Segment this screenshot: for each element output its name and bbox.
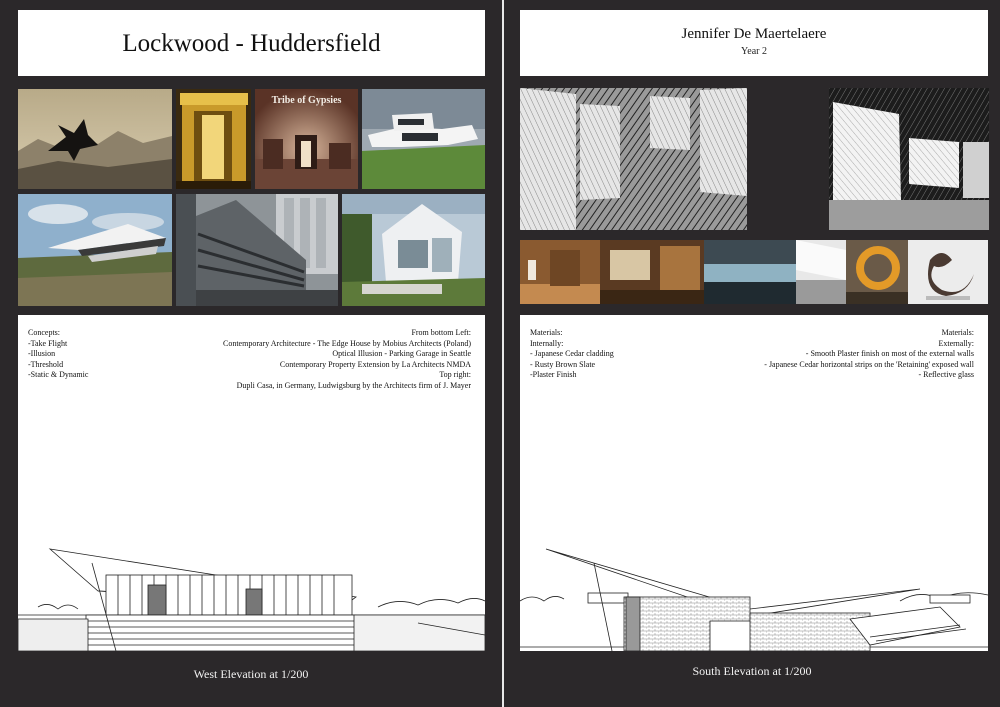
west-elevation-caption: West Elevation at 1/200 (193, 667, 309, 681)
right-presentation-board (502, 0, 1000, 707)
concept-line: -Take Flight (28, 338, 68, 348)
concepts-list (28, 328, 88, 381)
south-elevation-caption: South Elevation at 1/200 (692, 664, 812, 678)
sketch-render-wall (829, 88, 989, 230)
photo-golden-portal (176, 89, 251, 189)
photo-bronze-sculpture (908, 240, 988, 304)
reference-line: Contemporary Architecture - The Edge House by Mobius Architects (Poland) (222, 338, 471, 348)
photo-parking-garage-seattle (176, 194, 338, 306)
material-line: - Rusty Brown Slate (530, 359, 596, 369)
left-title-box (18, 10, 485, 76)
photo-orange-sculpture (846, 240, 908, 304)
material-line: - Reflective glass (918, 370, 974, 379)
board-title: Lockwood - Huddersfield (122, 30, 381, 57)
west-elevation-drawing (18, 543, 485, 651)
student-year: Year 2 (741, 46, 767, 57)
reference-line: Optical Illusion - Parking Garage in Seattle (332, 349, 471, 358)
right-description-panel (520, 315, 988, 651)
material-line: - Smooth Plaster finish on most of the external walls (805, 349, 974, 358)
materials-internal-list (530, 328, 614, 381)
reference-line: From bottom Left: (411, 328, 471, 337)
reference-line: Dupli Casa, in Germany, Ludwigsburg by the Architects firm of J. Mayer (236, 380, 471, 390)
material-line: Externally: (938, 338, 974, 348)
photo-cedar-stairs (520, 240, 600, 304)
left-description-panel (18, 315, 485, 651)
photo-edge-house (18, 194, 172, 306)
references-list (223, 328, 471, 391)
photo-cedar-interior (600, 240, 704, 304)
concept-line: -Threshold (28, 359, 64, 369)
reference-line: Contemporary Property Extension by La Architects NMDA (279, 359, 471, 369)
student-name: Jennifer De Maertelaere (681, 26, 827, 42)
photo-album-art-door (255, 89, 358, 189)
right-title-box (520, 10, 988, 76)
photo-property-extension (342, 194, 485, 306)
concept-line: Concepts: (28, 328, 60, 337)
materials-external-list (764, 328, 974, 381)
photo-reflective-pool (704, 240, 796, 304)
south-elevation-drawing (520, 545, 988, 651)
material-line: Internally: (530, 338, 564, 348)
material-line: Materials: (941, 328, 974, 337)
concept-line: -Illusion (28, 349, 56, 358)
album-art-text: Tribe of Gypsies (271, 95, 342, 106)
material-line: - Japanese Cedar horizontal strips on the 'Retaining' exposed wall (764, 359, 974, 369)
photo-dupli-casa (362, 89, 485, 189)
photo-crow-mountains (18, 89, 172, 189)
material-line: Materials: (530, 328, 563, 337)
material-line: -Plaster Finish (530, 370, 577, 379)
reference-line: Top right: (439, 370, 471, 379)
sketch-render-interior (520, 88, 747, 230)
photo-white-plaster (796, 240, 846, 304)
material-line: - Japanese Cedar cladding (530, 349, 614, 358)
concept-line: -Static & Dynamic (28, 370, 89, 379)
